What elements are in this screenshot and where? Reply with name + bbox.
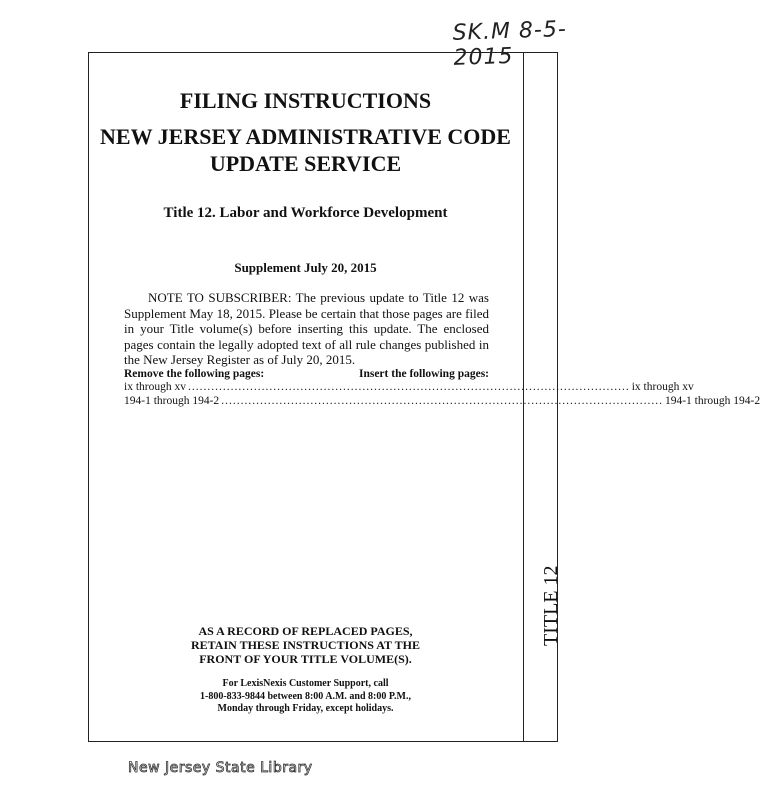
customer-support bbox=[88, 678, 523, 716]
remove-pages-value: ix through xv bbox=[124, 381, 186, 393]
support-line: Monday through Friday, except holidays. bbox=[217, 703, 394, 714]
record-notice-line: AS A RECORD OF REPLACED PAGES, bbox=[198, 624, 413, 638]
code-heading-line2: UPDATE SERVICE bbox=[209, 151, 402, 176]
supplement-date: Supplement July 20, 2015 bbox=[234, 260, 377, 275]
remove-pages-value: 194-1 through 194-2 bbox=[124, 395, 220, 407]
dot-leader: .................................................................................................................. bbox=[221, 395, 663, 407]
insert-pages-value: ix through xv bbox=[631, 381, 694, 393]
dot-leader: .................................................................................................................. bbox=[187, 381, 630, 393]
insert-pages-value: 194-1 through 194-2 bbox=[664, 395, 760, 407]
support-line: 1-800-833-9844 between 8:00 A.M. and 8:00 P.M., bbox=[199, 690, 411, 702]
filing-instructions-heading: FILING INSTRUCTIONS bbox=[179, 88, 432, 113]
insert-pages-header: Insert the following pages: bbox=[358, 368, 489, 380]
pages-row bbox=[124, 381, 694, 393]
support-line: For LexisNexis Customer Support, call bbox=[222, 678, 389, 689]
record-notice-line: FRONT OF YOUR TITLE VOLUME(S). bbox=[199, 652, 412, 666]
spine-label: TITLE 12 bbox=[540, 565, 562, 646]
handwritten-note: SK.M 8-5-2015 bbox=[452, 16, 568, 71]
subscriber-note: NOTE TO SUBSCRIBER: The previous update to Title 12 was Supplement May 18, 2015. Please be certain that those pages are filed in your Title volume(s) before inserting this update. The enclosed pages contain the legally adopted text of all rule changes published in the New Jersey Register as of July 20, 2015. bbox=[124, 290, 489, 367]
record-notice-line: RETAIN THESE INSTRUCTIONS AT THE bbox=[191, 638, 420, 652]
record-notice bbox=[88, 624, 523, 666]
code-heading-line1: NEW JERSEY ADMINISTRATIVE CODE bbox=[100, 124, 511, 149]
pages-row bbox=[124, 395, 760, 407]
remove-pages-header: Remove the following pages: bbox=[124, 368, 265, 380]
title-heading: Title 12. Labor and Workforce Development bbox=[163, 205, 448, 221]
library-stamp: New Jersey State Library bbox=[128, 760, 313, 776]
